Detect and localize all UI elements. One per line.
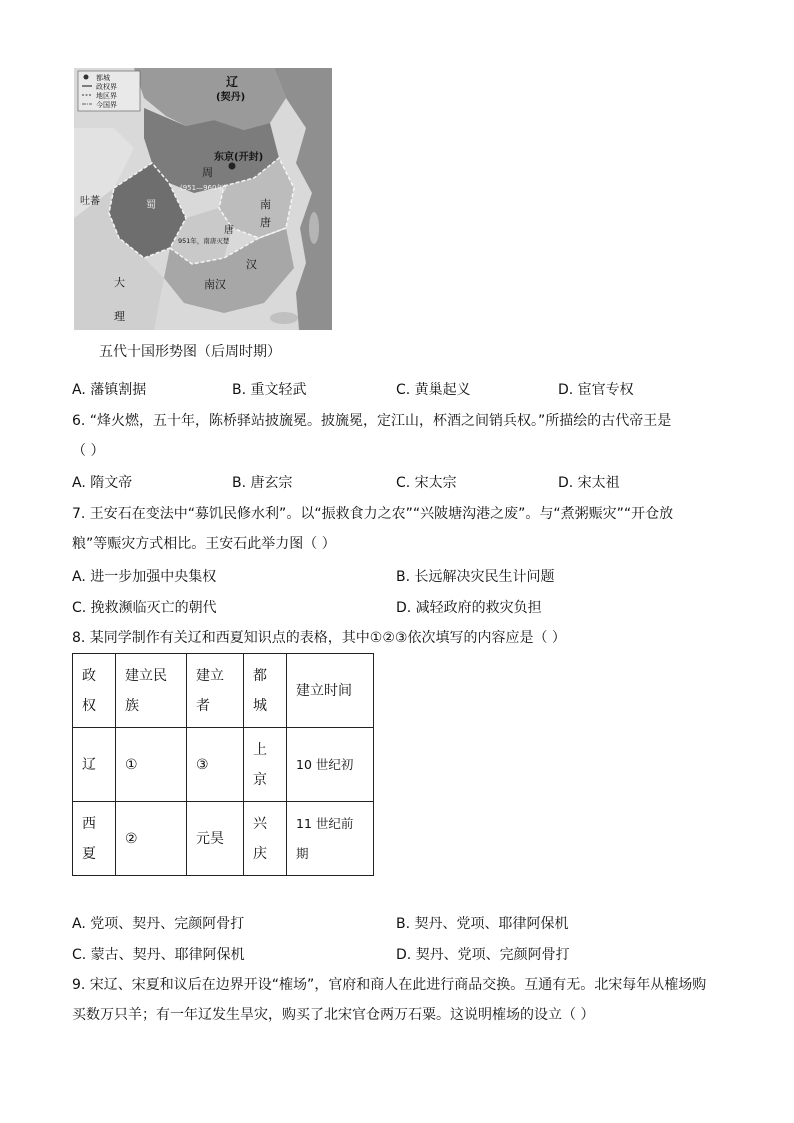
label-shu: 蜀 xyxy=(146,200,156,211)
label-dongjing: 东京(开封) xyxy=(214,152,264,163)
q6-option-d[interactable]: D. 宋太祖 xyxy=(558,475,620,491)
q5-option-c[interactable]: C. 黄巢起义 xyxy=(396,382,471,398)
q7-option-c[interactable]: C. 挽救濒临灭亡的朝代 xyxy=(72,600,217,616)
label-da: 大 xyxy=(114,276,125,289)
q8-option-a[interactable]: A. 党项、契丹、完颜阿骨打 xyxy=(72,916,245,932)
header-regime: 政 权 xyxy=(73,654,116,728)
cell-xixia-regime: 西 夏 xyxy=(73,802,116,876)
label-years: (951—960年) xyxy=(180,184,227,192)
cell-xixia-time: 11 世纪前 期 xyxy=(287,802,374,876)
cell-liao-capital: 上 京 xyxy=(244,728,287,802)
table-header-row xyxy=(73,654,374,728)
q6-option-b[interactable]: B. 唐玄宗 xyxy=(232,475,293,491)
map-caption: 五代十国形势图（后周时期） xyxy=(99,344,281,360)
q7-option-a[interactable]: A. 进一步加强中央集权 xyxy=(72,569,217,585)
five-dynasties-map xyxy=(74,68,332,330)
q7-option-b[interactable]: B. 长远解决灾民生计问题 xyxy=(396,569,555,585)
q5-option-b[interactable]: B. 重文轻武 xyxy=(232,382,307,398)
cell-xixia-founder: 元昊 xyxy=(187,802,244,876)
label-li: 理 xyxy=(114,310,125,323)
q7-option-d[interactable]: D. 减轻政府的救灾负担 xyxy=(396,600,542,616)
label-note: 951年，南唐灭楚 xyxy=(178,237,230,245)
legend-capital: 都城 xyxy=(96,74,110,82)
q7-stem-line2: 粮”等赈灾方式相比。王安石此举力图（ ） xyxy=(72,536,336,552)
label-tubo: 吐蕃 xyxy=(80,196,100,207)
q9-stem-line2: 买数万只羊；有一年辽发生旱灾，购买了北宋官仓两万石粟。这说明榷场的设立（ ） xyxy=(72,1007,595,1023)
header-founder: 建立 者 xyxy=(187,654,244,728)
q6-option-c[interactable]: C. 宋太宗 xyxy=(396,475,457,491)
label-nan: 南 xyxy=(260,198,271,211)
cell-xixia-capital: 兴 庆 xyxy=(244,802,287,876)
label-han: 汉 xyxy=(246,258,257,271)
cell-xixia-ethnic: ② xyxy=(116,802,187,876)
q6-bracket: （ ） xyxy=(72,443,105,459)
q7-stem-line1: 7. 王安石在变法中“募饥民修水利”。以“振救食力之农”“兴陂塘沟港之废”。与“煮粥赈灾”“开仓放 xyxy=(72,506,674,522)
q6-option-a[interactable]: A. 隋文帝 xyxy=(72,475,133,491)
knowledge-table xyxy=(72,653,374,876)
q8-option-b[interactable]: B. 契丹、党项、耶律阿保机 xyxy=(396,916,569,932)
q8-stem: 8. 某同学制作有关辽和西夏知识点的表格，其中①②③依次填写的内容应是（ ） xyxy=(72,630,566,646)
legend-border: 今国界 xyxy=(96,101,117,109)
legend-regime: 政权界 xyxy=(96,83,117,91)
label-liao: 辽 xyxy=(226,75,239,89)
label-qidan: (契丹) xyxy=(216,92,246,103)
cell-liao-regime: 辽 xyxy=(73,728,116,802)
header-capital: 都 城 xyxy=(244,654,287,728)
cell-liao-time: 10 世纪初 xyxy=(287,728,374,802)
legend-capital-symbol xyxy=(84,75,89,80)
table-row xyxy=(73,728,374,802)
label-nanhan: 南汉 xyxy=(204,278,226,291)
q6-stem: 6. “烽火燃，五十年，陈桥驿站披旒冕。披旒冕，定江山，杯酒之间销兵权。”所描绘的古代帝王是 xyxy=(72,413,672,429)
label-tang2: 唐 xyxy=(224,225,234,236)
q9-stem-line1: 9. 宋辽、宋夏和议后在边界开设“榷场”，官府和商人在此进行商品交换。互通有无。北宋每年从榷场购 xyxy=(72,977,707,993)
label-tang: 唐 xyxy=(260,216,271,229)
header-ethnic-group: 建立民 族 xyxy=(116,654,187,728)
q5-option-a[interactable]: A. 藩镇割据 xyxy=(72,382,147,398)
q5-option-d[interactable]: D. 宦官专权 xyxy=(558,382,634,398)
label-zhou: 周 xyxy=(202,166,213,179)
cell-liao-ethnic: ① xyxy=(116,728,187,802)
table-row xyxy=(73,802,374,876)
q8-option-d[interactable]: D. 契丹、党项、完颜阿骨打 xyxy=(396,947,570,963)
legend-region: 地区界 xyxy=(96,92,117,100)
q8-option-c[interactable]: C. 蒙古、契丹、耶律阿保机 xyxy=(72,947,245,963)
header-time: 建立时间 xyxy=(287,654,374,728)
cell-liao-founder: ③ xyxy=(187,728,244,802)
